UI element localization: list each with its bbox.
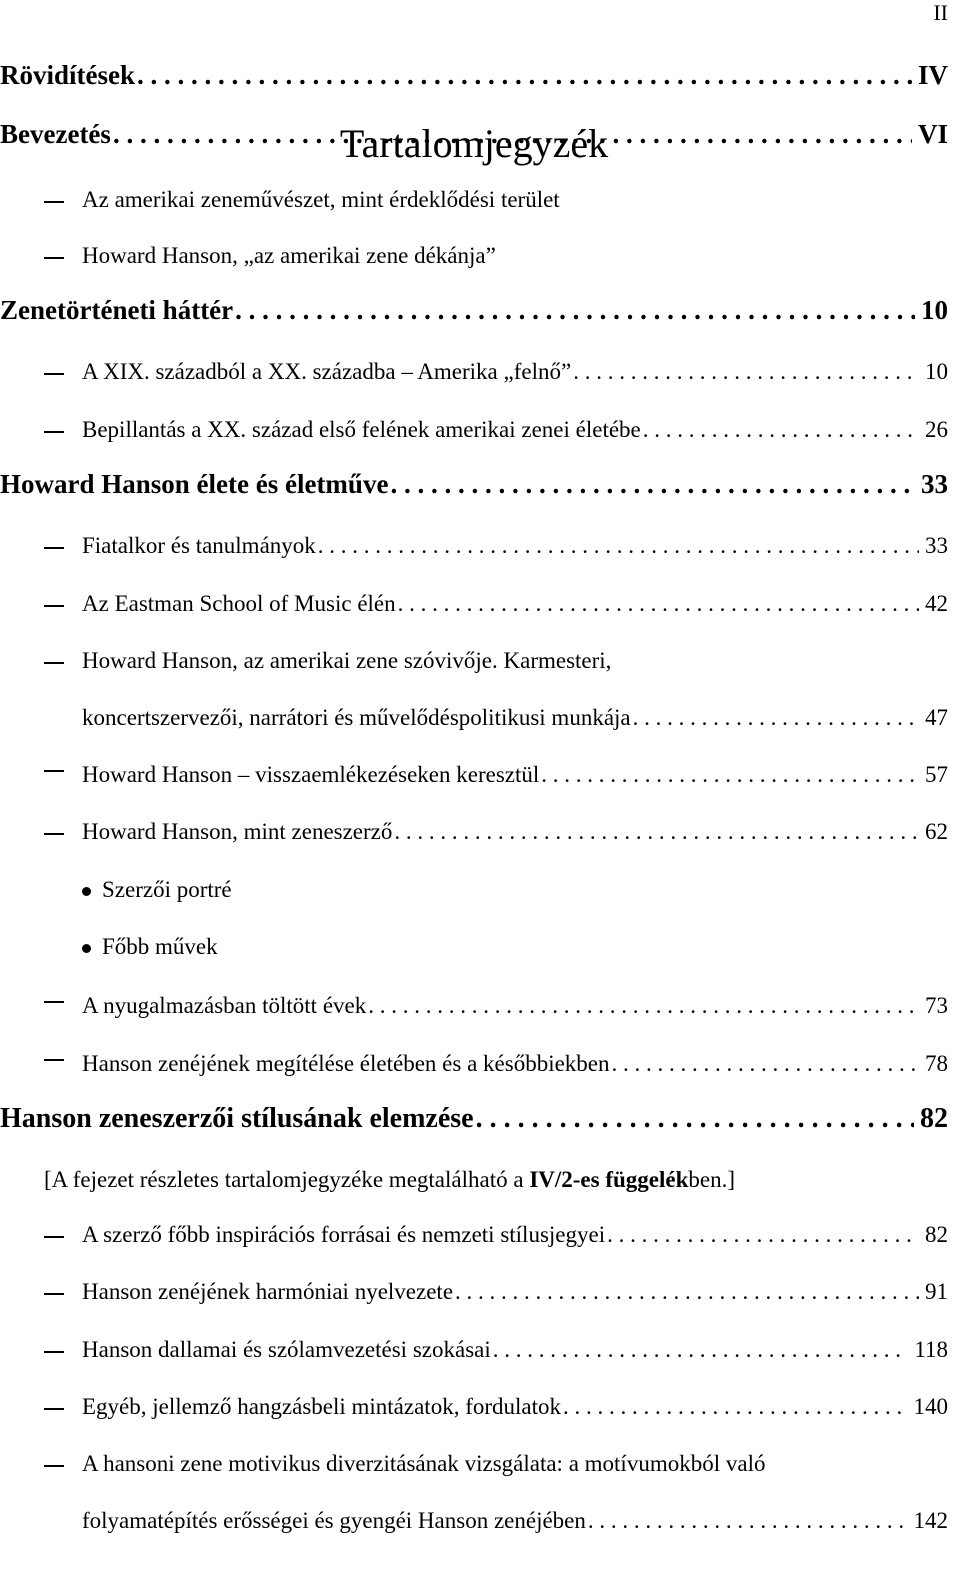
toc-entry-sub[interactable]	[0, 1279, 948, 1305]
toc-page-number: 10	[921, 295, 948, 326]
dash-marker	[44, 770, 64, 772]
dot-leader	[388, 469, 915, 500]
toc-page-number: 73	[925, 993, 948, 1019]
dot-leader	[491, 1337, 909, 1363]
dot-leader	[392, 819, 919, 845]
toc-entry-sub[interactable]	[0, 591, 948, 617]
dot-leader	[233, 295, 915, 326]
dot-leader	[571, 359, 919, 385]
dash-marker	[44, 662, 64, 664]
toc-page-number: 42	[925, 590, 948, 616]
note-text: ben.]	[688, 1167, 736, 1193]
dot-leader	[539, 762, 919, 788]
note-bold-text[interactable]: IV/2-es függelék	[529, 1167, 689, 1193]
toc-entry-sub[interactable]	[0, 1394, 948, 1420]
dash-marker	[44, 547, 64, 549]
toc-entry-subsub[interactable]	[0, 877, 948, 903]
toc-page-number: IV	[917, 59, 948, 90]
toc-page-number: 57	[925, 762, 948, 788]
toc-entry-rovidites[interactable]	[0, 60, 948, 91]
dash-marker	[44, 257, 64, 259]
dash-marker	[44, 1408, 64, 1410]
dot-leader	[111, 119, 912, 150]
dot-leader	[316, 533, 919, 559]
toc-page-number: 91	[925, 1279, 948, 1305]
toc-page-number: 82	[920, 1103, 948, 1135]
dot-leader	[641, 417, 919, 443]
toc-entry-title: Howard Hanson élete és életműve	[0, 469, 389, 500]
dot-leader	[610, 1051, 920, 1077]
toc-entry-title: Bepillantás a XX. század első felének amerikai zenei életébe	[82, 416, 641, 442]
toc-entry-title: Rövidítések	[0, 59, 135, 90]
dot-leader	[453, 1279, 919, 1305]
toc-page-number: 26	[925, 416, 948, 442]
toc-entry-zenetorteneti[interactable]	[0, 295, 948, 326]
toc-entry-title: folyamatépítés erősségei és gyengéi Hanson zenéjében	[82, 1508, 586, 1534]
toc-entry-sub[interactable]	[0, 187, 948, 213]
toc-entry-sub[interactable]	[0, 1222, 948, 1248]
toc-page-number: 33	[925, 533, 948, 559]
toc-page-number: 140	[913, 1393, 948, 1419]
toc-page-number: 142	[913, 1508, 948, 1534]
toc-entry-sub-continued[interactable]	[0, 1508, 948, 1534]
dash-marker	[44, 1351, 64, 1353]
dash-marker	[44, 1236, 64, 1238]
toc-entry-sub[interactable]	[0, 417, 948, 443]
toc-entry-title: Howard Hanson, „az amerikai zene dékánja”	[82, 242, 496, 268]
toc-entry-stilus[interactable]	[0, 1103, 948, 1135]
toc-entry-title: Howard Hanson, mint zeneszerző	[82, 819, 393, 845]
toc-entry-subsub[interactable]	[0, 934, 948, 960]
toc-entry-sub[interactable]	[0, 1051, 948, 1077]
toc-entry-title: Hanson zenéjének megítélése életében és a későbbiekben	[82, 1050, 610, 1076]
toc-page-number: 47	[925, 704, 948, 730]
toc-entry-title: Howard Hanson – visszaemlékezéseken keresztül	[82, 762, 540, 788]
toc-entry-title: A XIX. századból a XX. századba – Amerika „felnő”	[82, 359, 572, 385]
dash-marker	[44, 1293, 64, 1295]
toc-entry-title: Zenetörténeti háttér	[0, 295, 234, 326]
dot-leader	[605, 1222, 919, 1248]
toc-entry-title: Főbb művek	[102, 933, 218, 959]
toc-entry-bevezetes[interactable]	[0, 119, 948, 150]
toc-entry-title: A hansoni zene motivikus diverzitásának vizsgálata: a motívumokból való	[82, 1451, 766, 1477]
toc-page-number: 118	[914, 1336, 948, 1362]
toc-entry-title: Hanson dallamai és szólamvezetési szokásai	[82, 1336, 491, 1362]
toc-entry-sub[interactable]	[0, 993, 948, 1019]
dot-leader	[135, 60, 912, 91]
toc-entry-title: Hanson zenéjének harmóniai nyelvezete	[82, 1279, 454, 1305]
dot-leader	[586, 1508, 908, 1534]
dash-marker	[44, 373, 64, 375]
bullet-marker	[82, 887, 91, 896]
bullet-marker	[82, 944, 91, 953]
toc-entry-sub[interactable]	[0, 359, 948, 385]
toc-entry-title: Fiatalkor és tanulmányok	[82, 533, 316, 559]
toc-entry-title: Az amerikai zeneművészet, mint érdeklődési terület	[82, 186, 560, 212]
dash-marker	[44, 1001, 64, 1003]
dash-marker	[44, 833, 64, 835]
dot-leader	[561, 1394, 907, 1420]
page-title: Tartalomjegyzék	[339, 121, 609, 166]
toc-entry-sub[interactable]	[0, 1451, 948, 1477]
dash-marker	[44, 431, 64, 433]
toc-entry-title: Az Eastman School of Music élén	[82, 590, 396, 616]
toc-entry-title: Hanson zeneszerzői stílusának elemzése	[0, 1103, 474, 1135]
toc-entry-title: Bevezetés	[0, 119, 111, 150]
toc-entry-sub[interactable]	[0, 819, 948, 845]
toc-page-number: 62	[925, 819, 948, 845]
toc-entry-sub[interactable]	[0, 762, 948, 788]
toc-page-number: 82	[925, 1222, 948, 1248]
toc-page-number: 10	[925, 359, 948, 385]
toc-entry-title: Szerzői portré	[102, 876, 232, 902]
toc-entry-title: Egyéb, jellemző hangzásbeli mintázatok, fordulatok	[82, 1393, 562, 1419]
appendix-note	[44, 1167, 735, 1193]
toc-entry-title: A szerző főbb inspirációs forrásai és nemzeti stílusjegyei	[82, 1222, 606, 1248]
toc-page-number: 33	[921, 469, 948, 500]
toc-entry-hanson-elete[interactable]	[0, 469, 948, 500]
dash-marker	[44, 1465, 64, 1467]
toc-entry-sub[interactable]	[0, 243, 948, 269]
dot-leader	[396, 591, 919, 617]
note-text: [A fejezet részletes tartalomjegyzéke megtalálható a	[44, 1167, 530, 1193]
dash-marker	[44, 1059, 64, 1061]
toc-entry-title: koncertszervezői, narrátori és művelődéspolitikusi munkája	[82, 704, 631, 730]
page-number: II	[933, 0, 948, 25]
toc-entry-sub[interactable]	[0, 648, 948, 674]
dash-marker	[44, 201, 64, 203]
dash-marker	[44, 605, 64, 607]
dot-leader	[631, 705, 919, 731]
toc-entry-sub[interactable]	[0, 533, 948, 559]
toc-entry-title: Howard Hanson, az amerikai zene szóvivője. Karmesteri,	[82, 647, 612, 673]
toc-entry-sub-continued[interactable]	[0, 705, 948, 731]
dot-leader	[474, 1103, 914, 1135]
toc-page-number: VI	[917, 119, 948, 150]
toc-entry-sub[interactable]	[0, 1337, 948, 1363]
dot-leader	[366, 993, 919, 1019]
toc-entry-title: A nyugalmazásban töltött évek	[82, 993, 367, 1019]
toc-page-number: 78	[925, 1050, 948, 1076]
